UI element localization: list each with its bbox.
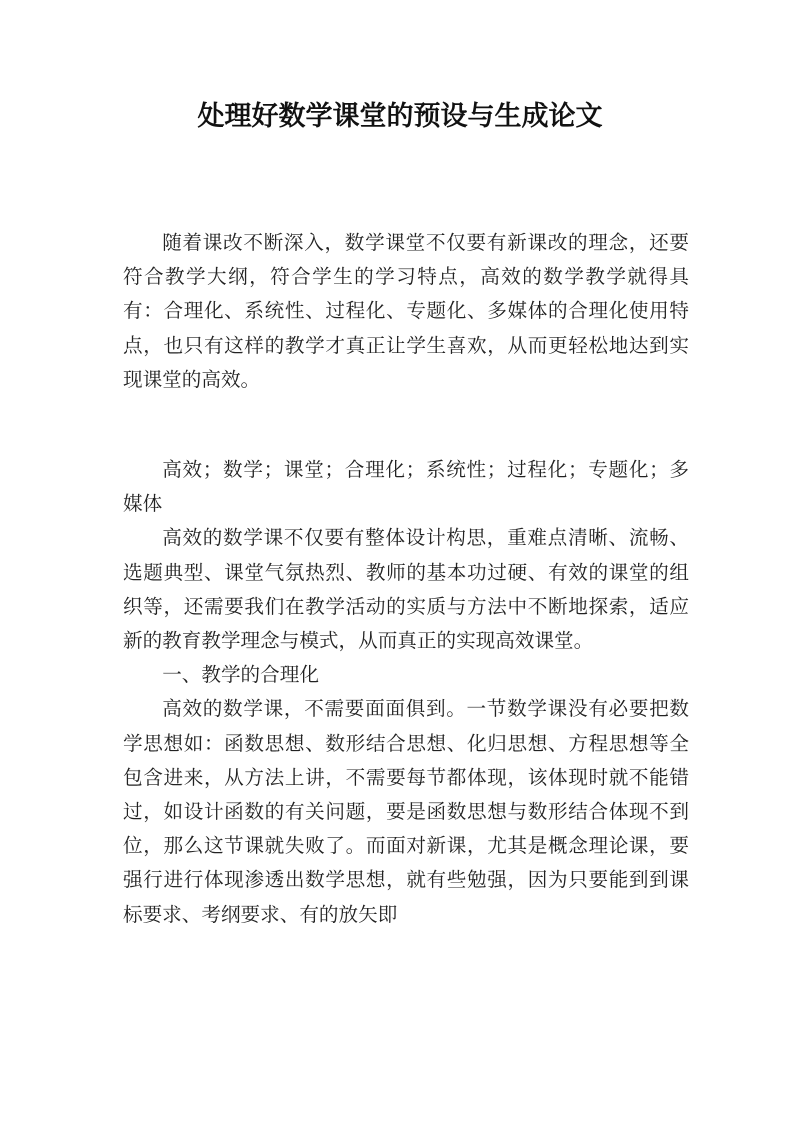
abstract-paragraph: 随着课改不断深入，数学课堂不仅要有新课改的理念，还要符合教学大纲，符合学生的学习特点，高效的数学教学就得具有：合理化、系统性、过程化、专题化、多媒体的合理化使用特点，也只有这样的教学才真正让学生喜欢，从而更轻松地达到实现课堂的高效。 — [123, 231, 689, 391]
main-body — [123, 453, 689, 932]
abstract-block — [123, 226, 689, 397]
document-title: 处理好数学课堂的预设与生成论文 — [197, 101, 603, 132]
section-paragraph: 高效的数学课，不需要面面俱到。一节数学课没有必要把数学思想如：函数思想、数形结合思想、化归思想、方程思想等全包含进来，从方法上讲，不需要每节都体现，该体现时就不能错过，如设计函数的有关问题，要是函数思想与数形结合体现不到位，那么这节课就失败了。而面对新课，尤其是概念理论课，要强行进行体现渗透出数学思想，就有些勉强，因为只要能到到课标要求、考纲要求、有的放矢即 — [123, 697, 689, 926]
keywords-paragraph: 高效；数学；课堂；合理化；系统性；过程化；专题化；多媒体 — [123, 458, 689, 516]
intro-paragraph: 高效的数学课不仅要有整体设计构思，重难点清晰、流畅、选题典型、课堂气氛热烈、教师的基本功过硬、有效的课堂的组织等，还需要我们在教学活动的实质与方法中不断地探索，适应新的教育教学理念与模式，从而真正的实现高效课堂。 — [123, 526, 689, 653]
section-heading: 一、教学的合理化 — [162, 663, 319, 687]
